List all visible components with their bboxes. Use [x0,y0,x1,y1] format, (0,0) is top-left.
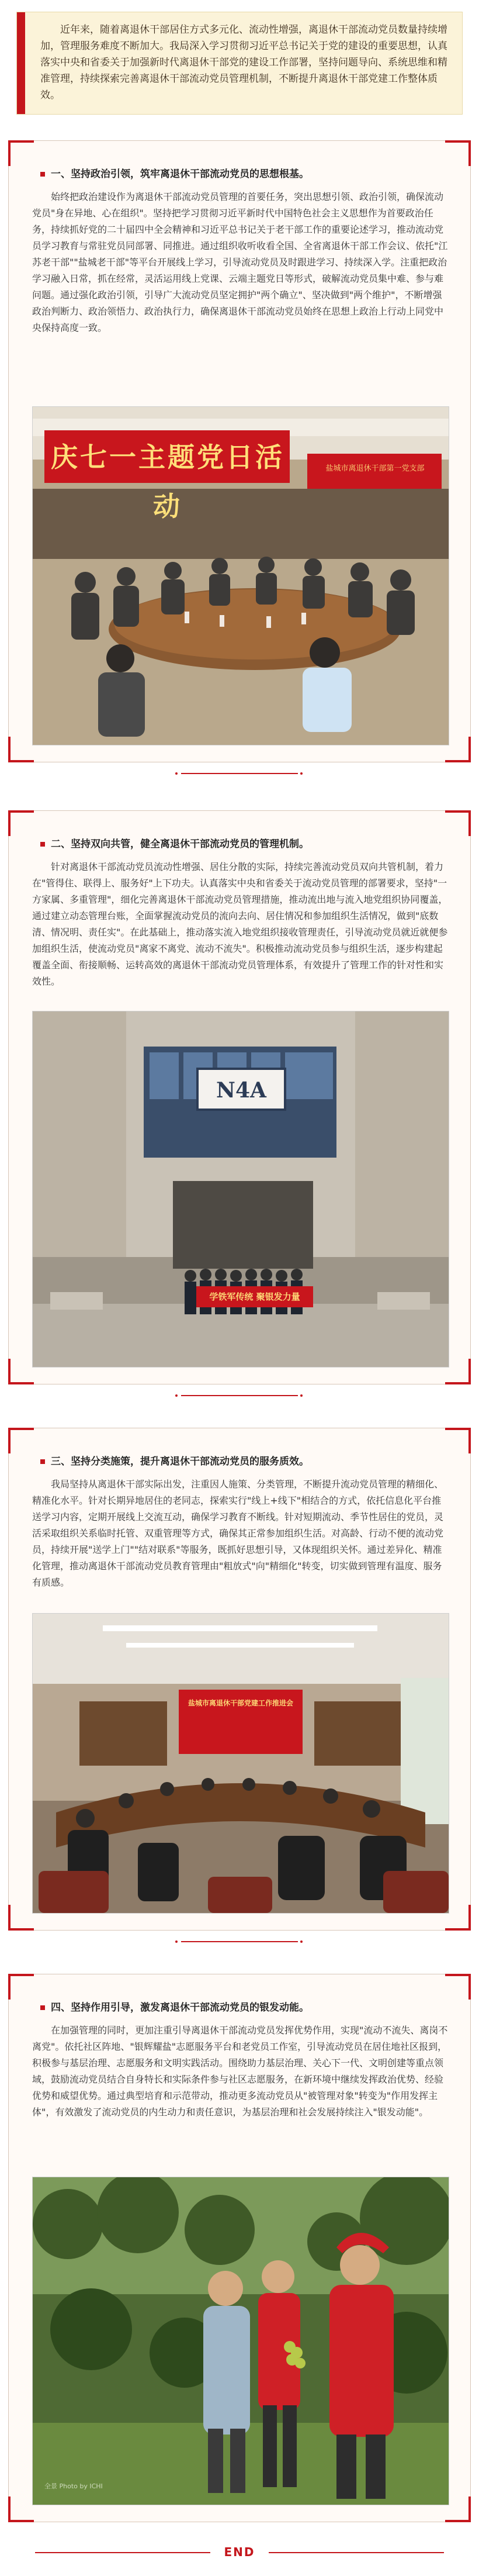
meeting-photo [32,406,449,745]
bullet-icon [40,2005,45,2010]
photo-banner-text: 学铁军传统 聚银发力量 [209,1292,300,1302]
section-3 [8,1428,471,1931]
memorial-hall-photo [32,1011,449,1368]
corner-decoration [8,2496,34,2522]
intro-box [16,12,463,115]
section-divider [175,1393,304,1399]
end-line-left [35,2552,210,2553]
conference-photo [32,1613,449,1914]
section-title: 二、坚持双向共管，健全离退休干部流动党员的管理机制。 [40,835,309,850]
corner-decoration [8,140,34,166]
section-2 [8,810,471,1384]
intro-text: 近年来，随着离退休干部居住方式多元化、流动性增强，离退休干部流动党员数量持续增加，管理服务难度不断加大。我局深入学习贯彻习近平总书记关于党的建设的重要思想，认真落实中央和省委关于加强新时代离退休干部党的建设工作部署，坚持问题导向、系统思维和精准管理，持续探索完善离退休干部流动党员管理机制，不断提升离退休干部党建工作整体质效。 [40,24,447,101]
corner-decoration [8,810,34,836]
corner-decoration [8,1428,34,1453]
bullet-icon [40,1459,45,1464]
section-body: 在加强管理的同时，更加注重引导离退休干部流动党员发挥优势作用，实现"流动不流失、离岗不离党"。依托社区阵地、"银辉耀盐"志愿服务平台和老党员工作室，引导流动党员在居住地社区报到，积极参与基层治理、志愿服务和文明实践活动。围绕助力基层治理、关心下一代、文明创建等重点领域，鼓励流动党员结合自身特长和实际条件参与社区志愿服务，在新环境中继续发挥政治优势、经验优势和威望优势。通过典型培育和示范带动，推动更多流动党员从"被管理对象"转变为"作用发挥主体"，有效激发了流动党员的内生动力和责任意识，为基层治理和社会发展持续注入"银发动能"。 [32,2025,448,2118]
volunteer-photo [32,2177,449,2505]
section-title: 四、坚持作用引导，激发离退休干部流动党员的银发动能。 [40,1999,309,2014]
corner-decoration [445,810,471,836]
end-line-right [269,2552,444,2553]
corner-decoration [8,737,34,762]
bullet-icon [40,842,45,847]
section-body: 针对离退休干部流动党员流动性增强、居住分散的实际，持续完善流动党员双向共管机制，着力在"管得住、联得上、服务好"上下功夫。认真落实中央和省委关于流动党员管理的部署要求，坚持"一方家属、多重管理"，细化完善离退休干部流动党员管理措施，推动流出地与流入地党组织协同覆盖，通过建立动态管理台账，全面掌握流动党员的流向去向、居住情况和参加组织生活情况，做到"底数清、情况明、责任实"。在此基础上，推动落实流入地党组织接收管理责任，引导流动党员就近就便参加组织生活，使流动党员"离家不离党、流动不流失"。积极推动流动党员参与组织生活，逐步构建起覆盖全面、衔接顺畅、运转高效的离退休干部流动党员管理体系，有效提升了管理工作的针对性和实效性。 [32,861,448,987]
section-divider [175,1939,304,1945]
end-marker [0,2542,479,2563]
corner-decoration [445,1974,471,2000]
building-sign-text: N4A [216,1078,266,1103]
corner-decoration [445,1428,471,1453]
corner-decoration [8,1974,34,2000]
section-title: 三、坚持分类施策，提升离退休干部流动党员的服务质效。 [40,1453,309,1467]
photo-caption: 全景 Photo by ICHI [44,2482,103,2490]
section-body: 始终把政治建设作为离退休干部流动党员管理的首要任务，突出思想引领、政治引领，确保流动党员"身在异地、心在组织"。坚持把学习贯彻习近平新时代中国特色社会主义思想作为首要政治任务，持续抓好党的二十届四中全会精神和习近平总书记关于老干部工作的重要论述学习，推动流动党员学习教育与常驻党员同部署、同推进。通过组织收听收看全国、全省离退休干部工作会议、依托"江苏老干部""盐城老干部"等平台开展线上学习，引导流动党员及时跟进学习、持续深入学。注重把政治学习融入日常，抓在经常，灵活运用线上党课、云端主题党日等形式，破解流动党员集中难、参与难问题。通过强化政治引领，引导广大流动党员坚定拥护"两个确立"、坚决做到"两个维护"，不断增强政治判断力、政治领悟力、政治执行力，确保离退休干部流动党员始终在思想上政治上行动上同党中央保持高度一致。 [32,191,448,333]
section-4 [8,1974,471,2522]
corner-decoration [8,1359,34,1384]
photo-banner-right-text: 盐城市离退休干部第一党支部 [325,464,425,473]
photo-screen-text: 盐城市离退休干部党建工作推进会 [188,1699,293,1707]
section-1 [8,140,471,762]
section-body: 我局坚持从离退休干部实际出发，注重因人施策、分类管理，不断提升流动党员管理的精细化、精准化水平。针对长期异地居住的老同志，探索实行"线上+线下"相结合的方式，依托信息化平台推送学习内容，定期开展线上交流互动，确保学习教育不断线。针对短期流动、季节性居住的党员，灵活采取组织关系临时托管、双重管理等方式，确保其正常参加组织生活。对高龄、行动不便的流动党员，持续开展"送学上门""结对联系"等服务，既抓好思想引导，又体现组织关怀。通过差异化、精准化管理，推动离退休干部流动党员教育管理由"粗放式"向"精细化"转变，切实做到管理有温度、服务有质感。 [32,1479,444,1588]
bullet-icon [40,172,45,177]
corner-decoration [445,140,471,166]
intro-accent-bar [17,12,25,114]
end-label: END [224,2545,255,2559]
photo-banner-text: 庆七一主题党日活动 [51,441,284,522]
section-title: 一、坚持政治引领，筑牢离退休干部流动党员的思想根基。 [40,165,309,180]
corner-decoration [8,1905,34,1931]
section-divider [175,771,304,776]
